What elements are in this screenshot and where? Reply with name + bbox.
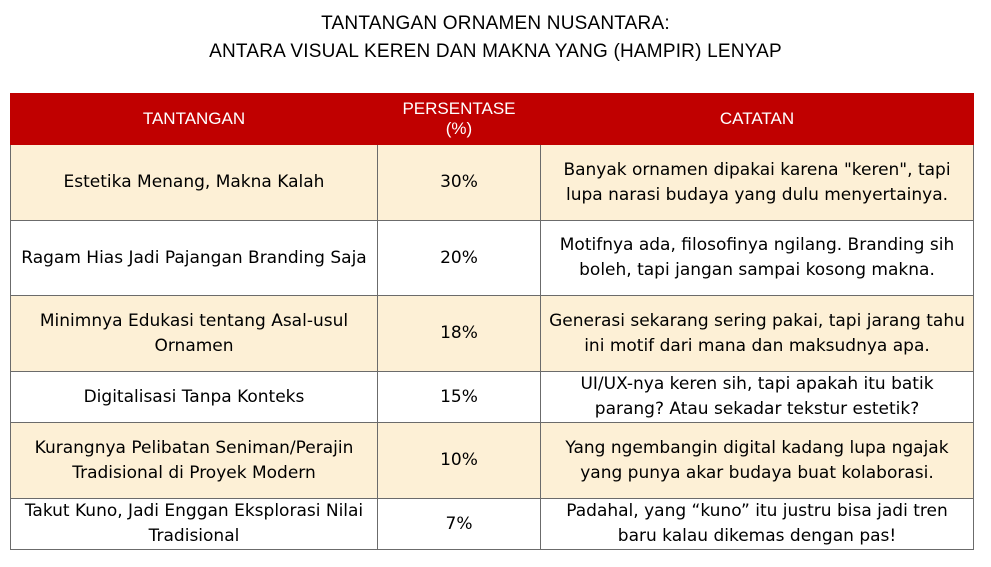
percent-cell: 7% <box>378 499 541 550</box>
note-cell: UI/UX-nya keren sih, tapi apakah itu batik parang? Atau sekadar tekstur estetik? <box>541 372 974 423</box>
challenge-cell: Takut Kuno, Jadi Enggan Eksplorasi Nilai Tradisional <box>11 499 378 550</box>
table-row <box>11 296 974 372</box>
header-catatan: CATATAN <box>541 94 974 145</box>
challenge-cell: Digitalisasi Tanpa Konteks <box>11 372 378 423</box>
header-persentase-unit: (%) <box>445 119 473 138</box>
percent-cell: 18% <box>378 296 541 372</box>
note-cell: Generasi sekarang sering pakai, tapi jarang tahu ini motif dari mana dan maksudnya apa. <box>541 296 974 372</box>
note-cell: Yang ngembangin digital kadang lupa ngajak yang punya akar budaya buat kolaborasi. <box>541 423 974 499</box>
note-cell: Banyak ornamen dipakai karena "keren", tapi lupa narasi budaya yang dulu menyertainya. <box>541 145 974 221</box>
challenge-cell: Kurangnya Pelibatan Seniman/Perajin Tradisional di Proyek Modern <box>11 423 378 499</box>
challenge-cell: Minimnya Edukasi tentang Asal-usul Ornamen <box>11 296 378 372</box>
challenge-cell: Estetika Menang, Makna Kalah <box>11 145 378 221</box>
table-row <box>11 499 974 550</box>
header-tantangan: TANTANGAN <box>11 94 378 145</box>
page-title-line-1: TANTANGAN ORNAMEN NUSANTARA: <box>321 13 670 34</box>
note-cell: Motifnya ada, filosofinya ngilang. Branding sih boleh, tapi jangan sampai kosong makna. <box>541 221 974 296</box>
table-row <box>11 145 974 221</box>
note-cell: Padahal, yang “kuno” itu justru bisa jadi tren baru kalau dikemas dengan pas! <box>541 499 974 550</box>
table-row <box>11 221 974 296</box>
header-persentase <box>378 94 541 145</box>
table-row <box>11 372 974 423</box>
percent-cell: 15% <box>378 372 541 423</box>
challenge-cell: Ragam Hias Jadi Pajangan Branding Saja <box>11 221 378 296</box>
page-title-line-2: ANTARA VISUAL KEREN DAN MAKNA YANG (HAMPIR) LENYAP <box>209 41 782 62</box>
percent-cell: 20% <box>378 221 541 296</box>
percent-cell: 30% <box>378 145 541 221</box>
challenges-table <box>10 93 974 550</box>
table-header-row <box>11 94 974 145</box>
table-row <box>11 423 974 499</box>
percent-cell: 10% <box>378 423 541 499</box>
header-persentase-label: PERSENTASE <box>402 99 516 118</box>
